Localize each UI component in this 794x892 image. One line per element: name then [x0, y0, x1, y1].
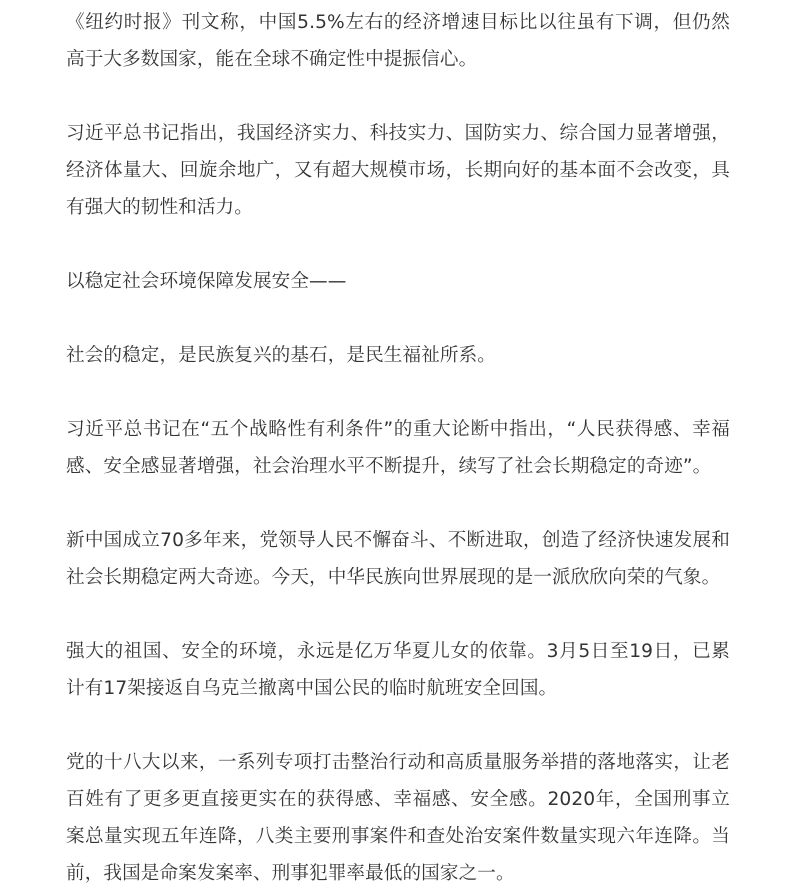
article-body — [66, 4, 730, 892]
paragraph-section-heading-social-stability: 以稳定社会环境保障发展安全—— — [66, 271, 347, 292]
paragraph-five-strategic-conditions: 习近平总书记在“五个战略性有利条件”的重大论断中指出，“人民获得感、幸福感、安全感显著增强，社会治理水平不断提升，续写了社会长期稳定的奇迹”。 — [66, 419, 730, 477]
paragraph-economic-strength: 习近平总书记指出，我国经济实力、科技实力、国防实力、综合国力显著增强，经济体量大、回旋余地广，又有超大规模市场，长期向好的基本面不会改变，具有强大的韧性和活力。 — [66, 123, 730, 218]
paragraph-nyt-growth-target: 《纽约时报》刊文称，中国5.5%左右的经济增速目标比以往虽有下调，但仍然高于大多数国家，能在全球不确定性中提振信心。 — [66, 12, 730, 70]
paragraph-crime-statistics: 党的十八大以来，一系列专项打击整治行动和高质量服务举措的落地落实，让老百姓有了更多更直接更实在的获得感、幸福感、安全感。2020年，全国刑事立案总量实现五年连降，八类主要刑事案件和查处治安案件数量实现六年连降。当前，我国是命案发案率、刑事犯罪率最低的国家之一。 — [66, 752, 730, 884]
paragraph-evacuation-flights: 强大的祖国、安全的环境，永远是亿万华夏儿女的依靠。3月5日至19日，已累计有17架接返自乌克兰撤离中国公民的临时航班安全回国。 — [66, 641, 730, 699]
paragraph-two-miracles: 新中国成立70多年来，党领导人民不懈奋斗、不断进取，创造了经济快速发展和社会长期稳定两大奇迹。今天，中华民族向世界展现的是一派欣欣向荣的气象。 — [66, 530, 730, 588]
paragraph-social-stability-foundation: 社会的稳定，是民族复兴的基石，是民生福祉所系。 — [66, 345, 496, 366]
